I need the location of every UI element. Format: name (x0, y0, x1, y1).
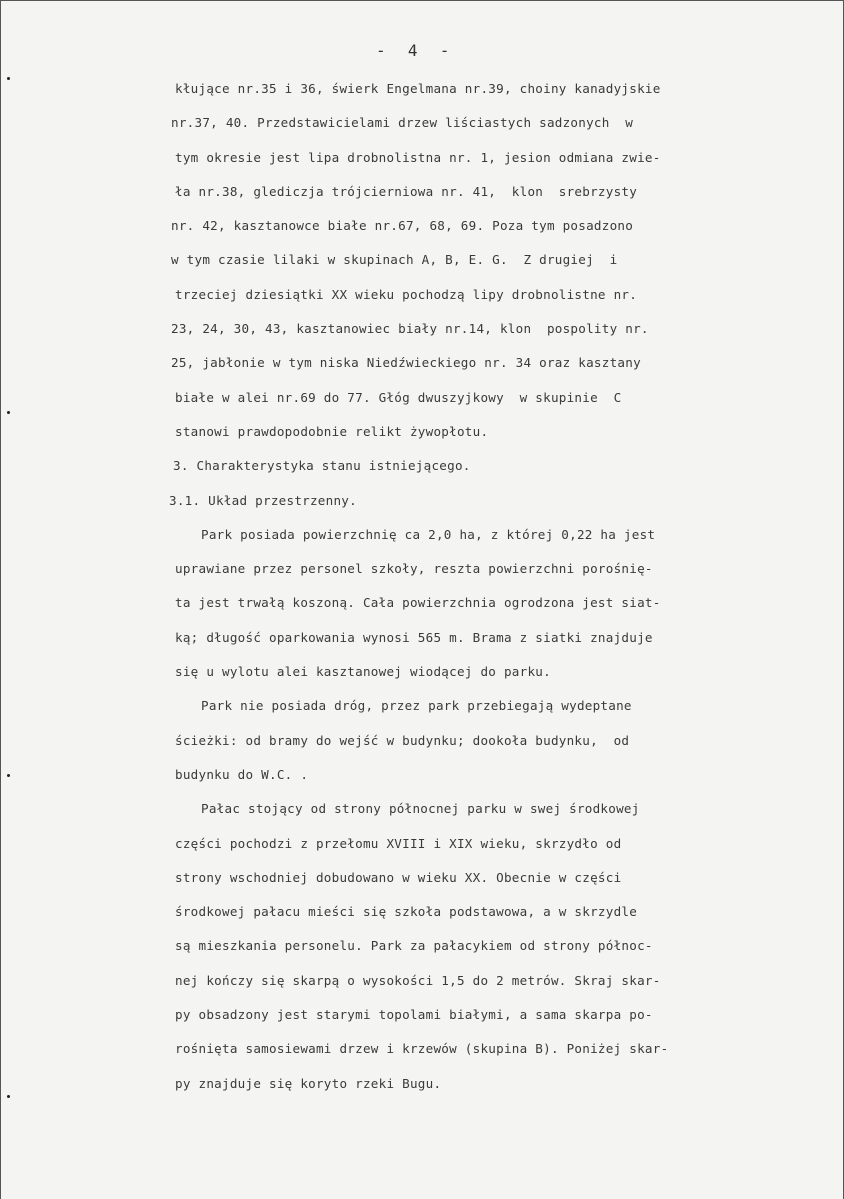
text-line: Park nie posiada dróg, przez park przebiegają wydeptane (201, 698, 632, 714)
text-line: nr. 42, kasztanowce białe nr.67, 68, 69. Poza tym posadzono (171, 218, 634, 234)
margin-mark (7, 774, 10, 777)
margin-mark (7, 411, 10, 414)
body-text (169, 72, 844, 1101)
page-number: - 4 - (376, 41, 451, 60)
text-line: nr.37, 40. Przedstawicielami drzew liściastych sadzonych w (171, 115, 634, 131)
text-line: py obsadzony jest starymi topolami białymi, a sama skarpa po- (175, 1007, 653, 1023)
text-line: stanowi prawdopodobnie relikt żywopłotu. (175, 423, 489, 439)
text-line: Pałac stojący od strony północnej parku w swej środkowej (201, 801, 640, 817)
text-line: nej kończy się skarpą o wysokości 1,5 do 2 metrów. Skraj skar- (175, 972, 661, 988)
text-line: strony wschodniej dobudowano w wieku XX. Obecnie w części (175, 869, 622, 885)
text-line: 25, jabłonie w tym niska Niedźwieckiego nr. 34 oraz kasztany (171, 355, 641, 371)
subsection-heading: 3.1. Układ przestrzenny. (169, 492, 357, 508)
text-line: części pochodzi z przełomu XVIII i XIX wieku, skrzydło od (175, 835, 622, 851)
section-heading: 3. Charakterystyka stanu istniejącego. (173, 458, 471, 474)
text-line: tym okresie jest lipa drobnolistna nr. 1, jesion odmiana zwie- (175, 149, 661, 165)
text-line: środkowej pałacu mieści się szkoła podstawowa, a w skrzydle (175, 904, 638, 920)
text-line: w tym czasie lilaki w skupinach A, B, E. G. Z drugiej i (171, 252, 618, 268)
text-line: ła nr.38, glediczja trójcierniowa nr. 41, klon srebrzysty (175, 183, 638, 199)
text-line: są mieszkania personelu. Park za pałacykiem od strony północ- (175, 938, 653, 954)
text-line: trzeciej dziesiątki XX wieku pochodzą lipy drobnolistne nr. (175, 286, 638, 302)
text-line: uprawiane przez personel szkoły, reszta powierzchni porośnię- (175, 561, 653, 577)
margin-mark (7, 1095, 10, 1098)
text-line: ta jest trwałą koszoną. Cała powierzchnia ogrodzona jest siat- (175, 595, 661, 611)
text-line: py znajduje się koryto rzeki Bugu. (175, 1075, 442, 1091)
margin-mark (7, 77, 10, 80)
text-line: ką; długość oparkowania wynosi 565 m. Brama z siatki znajduje (175, 629, 653, 645)
text-line: białe w alei nr.69 do 77. Głóg dwuszyjkowy w skupinie C (175, 389, 622, 405)
text-line: się u wylotu alei kasztanowej wiodącej do parku. (175, 664, 551, 680)
text-line: rośnięta samosiewami drzew i krzewów (skupina B). Poniżej skar- (175, 1041, 669, 1057)
text-line: Park posiada powierzchnię ca 2,0 ha, z której 0,22 ha jest (201, 526, 656, 542)
text-line: kłujące nr.35 i 36, świerk Engelmana nr.39, choiny kanadyjskie (175, 81, 661, 96)
text-line: budynku do W.C. . (175, 766, 309, 782)
text-line: 23, 24, 30, 43, kasztanowiec biały nr.14, klon pospolity nr. (171, 321, 649, 337)
text-line: ścieżki: od bramy do wejść w budynku; dookoła budynku, od (175, 732, 630, 748)
